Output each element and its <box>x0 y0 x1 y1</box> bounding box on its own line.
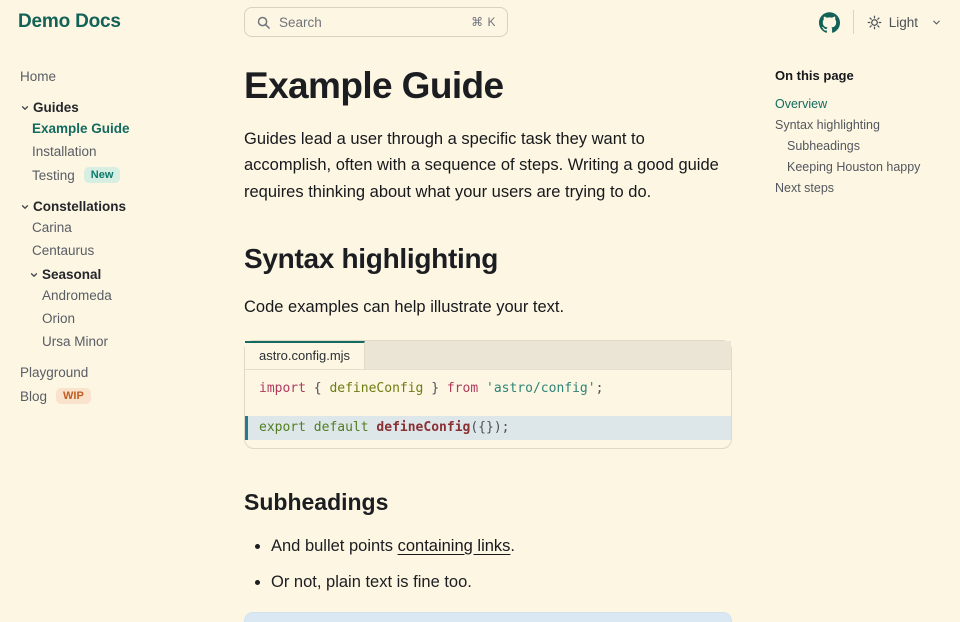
search-icon <box>256 15 271 30</box>
sidebar-group-constellations[interactable]: Constellations <box>20 199 234 214</box>
aside-note-top-edge <box>244 612 732 622</box>
github-icon[interactable] <box>819 12 840 33</box>
bullet-list <box>244 533 732 596</box>
sun-icon <box>867 15 882 30</box>
on-this-page <box>775 44 955 198</box>
toc-item-next-steps[interactable]: Next steps <box>775 180 835 195</box>
chevron-down-icon <box>20 202 30 212</box>
search-shortcut: ⌘ K <box>471 15 496 29</box>
theme-select[interactable] <box>867 15 942 30</box>
toc-item-overview[interactable]: Overview <box>775 96 828 111</box>
code-block <box>244 340 732 449</box>
search-placeholder: Search <box>279 14 322 30</box>
site-header <box>0 0 960 44</box>
sidebar-item-home[interactable]: Home <box>20 69 57 84</box>
list-item: • Or not, plain text is fine too. <box>271 569 732 595</box>
code-line-1: import { defineConfig } from 'astro/config'; <box>259 380 604 396</box>
page-title: Example Guide <box>244 65 504 106</box>
header-actions <box>819 10 942 34</box>
sidebar <box>0 44 244 409</box>
toc-item-subheadings[interactable]: Subheadings <box>787 138 860 153</box>
main-content <box>244 44 732 622</box>
sidebar-item-testing[interactable]: Testing New <box>20 164 234 186</box>
section-subheadings: Subheadings <box>244 488 389 515</box>
sidebar-group-guides[interactable]: Guides <box>20 100 234 115</box>
code-area <box>245 370 731 448</box>
sidebar-item-andromeda[interactable]: Andromeda <box>42 288 112 303</box>
wip-badge: WIP <box>56 388 91 404</box>
sidebar-item-ursa-minor[interactable]: Ursa Minor <box>42 334 109 349</box>
sidebar-item-blog[interactable]: Blog WIP <box>20 385 234 407</box>
sidebar-item-playground[interactable]: Playground <box>20 365 89 380</box>
chevron-down-icon <box>20 103 30 113</box>
code-intro-paragraph: Code examples can help illustrate your text. <box>244 298 565 317</box>
list-item: • And bullet points containing links. <box>271 533 732 559</box>
toc-heading: On this page <box>775 68 854 83</box>
code-line-3-highlighted: export default defineConfig({}); <box>245 416 731 440</box>
code-line-2 <box>245 399 731 416</box>
chevron-down-icon <box>29 270 39 280</box>
containing-links-link[interactable]: containing links <box>397 536 511 555</box>
search-input[interactable] <box>244 7 508 37</box>
code-tab-bar <box>245 341 731 370</box>
sidebar-spacer <box>20 354 234 362</box>
theme-label: Light <box>888 14 918 30</box>
intro-paragraph: Guides lead a user through a specific task they want to accomplish, often with a sequence of steps. Writing a good guide requires thinking about what your users are trying to do. <box>244 130 719 201</box>
section-syntax-highlighting: Syntax highlighting <box>244 243 499 275</box>
sidebar-item-example-guide[interactable]: Example Guide <box>32 121 130 136</box>
sidebar-item-centaurus[interactable]: Centaurus <box>32 243 95 258</box>
chevron-down-icon <box>931 17 942 28</box>
header-divider <box>853 10 854 34</box>
sidebar-item-orion[interactable]: Orion <box>42 311 76 326</box>
sidebar-group-seasonal[interactable]: Seasonal <box>20 267 234 282</box>
sidebar-item-carina[interactable]: Carina <box>32 220 72 235</box>
toc-item-syntax-highlighting[interactable]: Syntax highlighting <box>775 117 880 132</box>
site-logo[interactable]: Demo Docs <box>18 11 121 32</box>
new-badge: New <box>84 167 121 183</box>
sidebar-item-installation[interactable]: Installation <box>32 144 97 159</box>
code-tab-filename[interactable]: astro.config.mjs <box>245 341 365 369</box>
toc-item-keeping-houston-happy[interactable]: Keeping Houston happy <box>787 159 921 174</box>
